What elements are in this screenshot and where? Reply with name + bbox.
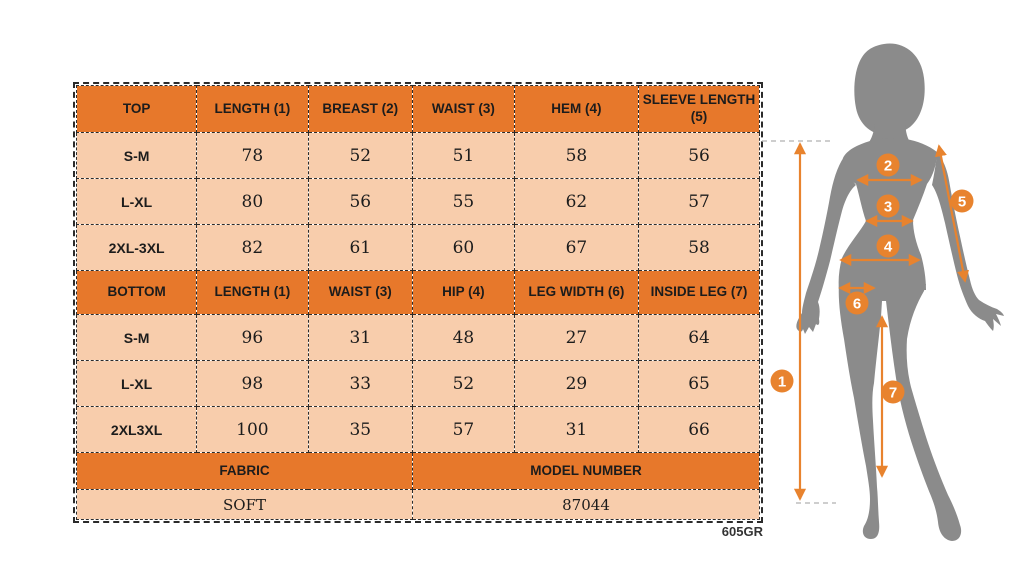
measurement-value: 29: [514, 361, 638, 407]
footer-header-row: [77, 453, 760, 490]
measurement-value: 35: [308, 407, 412, 453]
female-silhouette: [796, 44, 1004, 541]
marker-4: [877, 235, 900, 258]
marker-5: [951, 190, 974, 213]
header-cell-breast: BREAST (2): [308, 86, 412, 133]
svg-text:5: 5: [957, 193, 967, 211]
measurement-value: 57: [639, 179, 760, 225]
table-row: [77, 225, 760, 271]
header-cell-hip: HIP (4): [413, 271, 515, 315]
measurement-value: 96: [197, 315, 308, 361]
measurement-value: 61: [308, 225, 412, 271]
header-cell-waist: WAIST (3): [413, 86, 515, 133]
measurement-value: 52: [413, 361, 515, 407]
header-cell-length: LENGTH (1): [197, 86, 308, 133]
measurement-value: 64: [639, 315, 760, 361]
measurement-value: 31: [308, 315, 412, 361]
size-label: 2XL-3XL: [77, 225, 197, 271]
measurement-value: 55: [413, 179, 515, 225]
header-cell-inside-leg: INSIDE LEG (7): [639, 271, 760, 315]
measurement-value: 56: [308, 179, 412, 225]
header-cell-model-number: MODEL NUMBER: [413, 453, 760, 490]
table-row: [77, 179, 760, 225]
measurement-value: 60: [413, 225, 515, 271]
body-silhouette-diagram: [760, 0, 1024, 576]
measurement-value: 62: [514, 179, 638, 225]
measurement-value: 100: [197, 407, 308, 453]
header-cell-bottom: BOTTOM: [77, 271, 197, 315]
product-code: 605GR: [721, 524, 763, 539]
measurement-value: 58: [639, 225, 760, 271]
svg-text:6: 6: [852, 295, 862, 313]
bottom-header-row: [77, 271, 760, 315]
measurement-value: 56: [639, 133, 760, 179]
measurement-figure: [760, 0, 1024, 576]
measurement-value: 78: [197, 133, 308, 179]
table-row: [77, 133, 760, 179]
right-arm-shape: [932, 153, 1004, 331]
header-cell-hem: HEM (4): [514, 86, 638, 133]
table-row: [77, 407, 760, 453]
measurement-value: 66: [639, 407, 760, 453]
marker-3: [877, 195, 900, 218]
measurement-value: 98: [197, 361, 308, 407]
top-header-row: [77, 86, 760, 133]
measurement-value: 31: [514, 407, 638, 453]
marker-6: [846, 292, 869, 315]
measurement-value: 48: [413, 315, 515, 361]
fabric-value: SOFT: [77, 490, 413, 520]
measurement-value: 57: [413, 407, 515, 453]
measurement-value: 58: [514, 133, 638, 179]
header-cell-top: TOP: [77, 86, 197, 133]
size-label: S-M: [77, 133, 197, 179]
measurement-value: 67: [514, 225, 638, 271]
header-cell-waist: WAIST (3): [308, 271, 412, 315]
measurement-value: 51: [413, 133, 515, 179]
marker-7: [882, 381, 905, 404]
measurement-value: 80: [197, 179, 308, 225]
size-label: 2XL3XL: [77, 407, 197, 453]
marker-2: [877, 154, 900, 177]
size-label: S-M: [77, 315, 197, 361]
size-chart: [73, 82, 763, 523]
measurement-value: 52: [308, 133, 412, 179]
measurement-value: 33: [308, 361, 412, 407]
model-number-value: 87044: [413, 490, 760, 520]
footer-value-row: [77, 490, 760, 520]
size-label: L-XL: [77, 179, 197, 225]
measurement-value: 27: [514, 315, 638, 361]
size-label: L-XL: [77, 361, 197, 407]
svg-text:3: 3: [883, 198, 893, 216]
svg-text:1: 1: [777, 373, 787, 391]
legs-shape: [839, 284, 961, 541]
svg-text:4: 4: [883, 238, 893, 256]
header-cell-sleeve-length: SLEEVE LENGTH (5): [639, 86, 760, 133]
table-row: [77, 315, 760, 361]
header-cell-leg-width: LEG WIDTH (6): [514, 271, 638, 315]
table-row: [77, 361, 760, 407]
header-cell-fabric: FABRIC: [77, 453, 413, 490]
svg-text:7: 7: [888, 384, 898, 402]
size-chart-table: [76, 85, 760, 520]
measurement-value: 82: [197, 225, 308, 271]
header-cell-length: LENGTH (1): [197, 271, 308, 315]
measurement-value: 65: [639, 361, 760, 407]
marker-1: [771, 370, 794, 393]
svg-text:2: 2: [883, 157, 893, 175]
